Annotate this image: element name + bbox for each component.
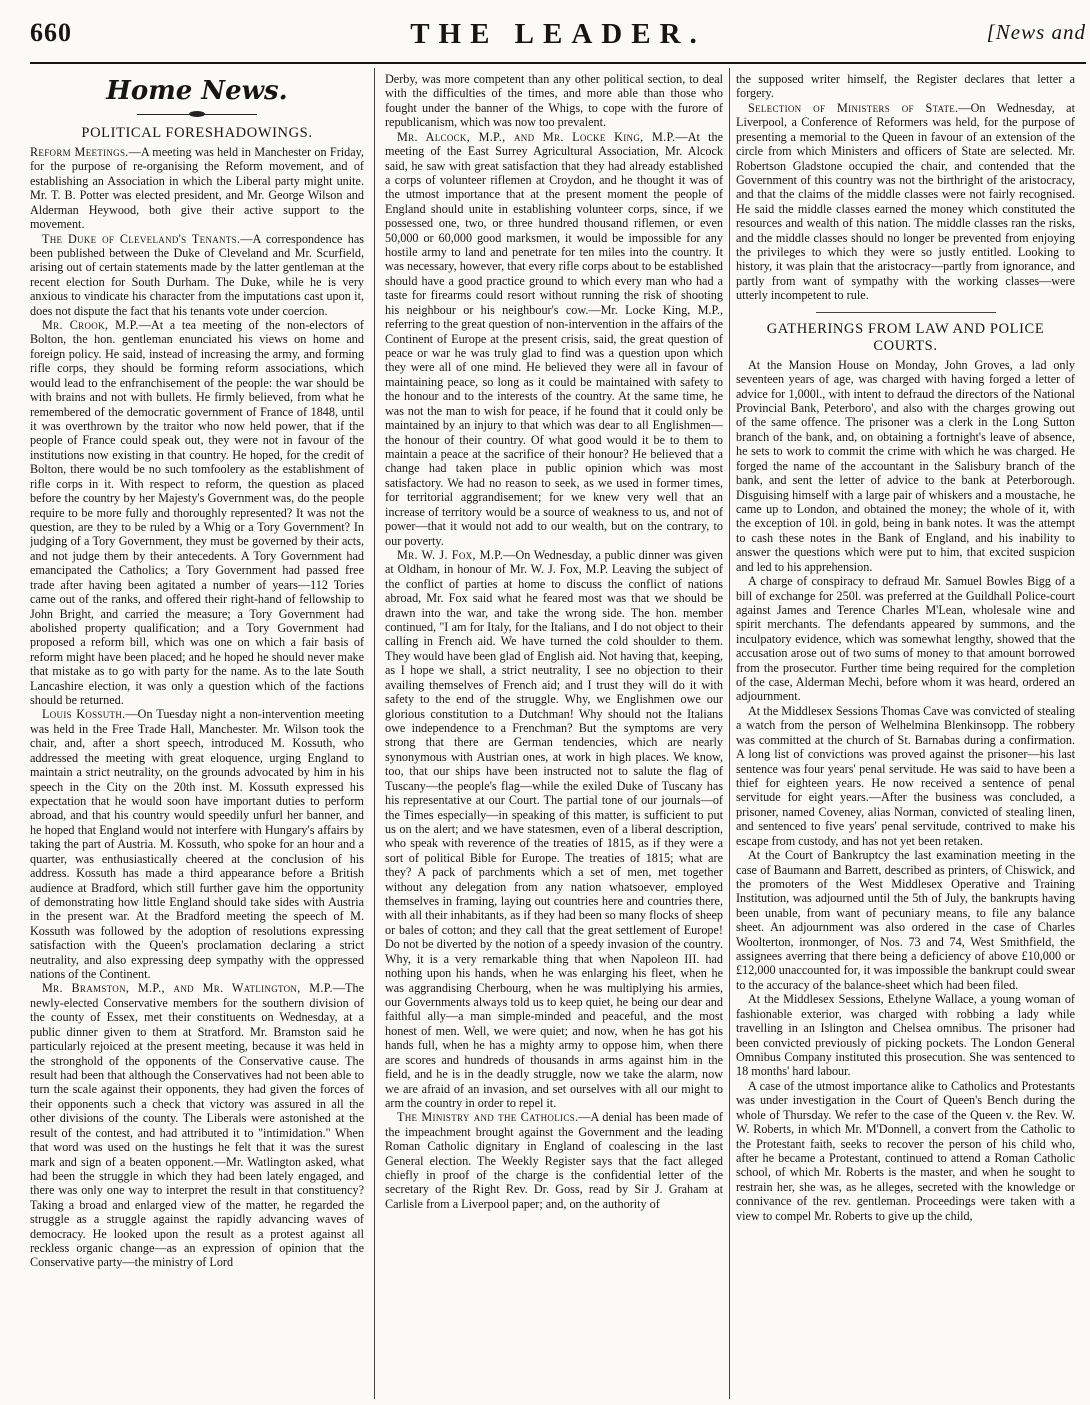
article-paragraph: At the Mansion House on Monday, John Groves, a lad only seventeen years of age, was charged with having forged a letter of advice for 1,000l., with intent to defraud the directors of the National Provincial Bank, Peterboro', and also with the charges growing out of the same offence. The prisoner was a clerk in the Long Sutton branch of the bank, and, on obtaining a fortnight's leave of absence, he sets to work to commit the crime with which he was charged. He forged the name of the accountant in the Salisbury branch of the bank, and sent the letter of advice to the bank at Peterborough. Disguising himself with a large pair of whiskers and a moustache, he came up to London, and obtained the money; the whole of it, with the exception of 10l. in gold, being in bank notes. It was the attempt to cash these notes in the Bank of England, and his inability to answer the questions which were put to him, that excited suspicion and led to his apprehension.: [736, 357, 1075, 574]
newspaper-title: THE LEADER.: [410, 18, 706, 50]
column-divider: [374, 68, 375, 1399]
article-paragraph: Derby, was more competent than any other political section, to deal with the difficulties of the times, and more able than those who fought under the banner of the Whigs, to cope with the furore of republicanism, which was now too prevalent.: [385, 72, 723, 130]
section-divider: [816, 312, 996, 313]
paragraph-lead: Mr. Crook, M.P.: [42, 318, 139, 333]
paragraph-text: —The newly-elected Conservative members for the southern division of the county of Essex, met their constituents on Wednesday, at a public dinner given to them at Stratford. Mr. Bramston said he particularly rejoiced at the present meeting, because it was held in the stronghold of the opponents of the Conservative cause. The result had been that although the Conservatives had not been able to turn the scale against their opponents, they had given the forces of their opponents such a check that victory was assured in all the other divisions of the county. The Liberals were astonished at the result of the contest, and had attributed it to "intimidation." When that word was used on the hustings he felt that it was the surest mark and sign of a beaten opponent.—Mr. Watlington asked, what had been the struggle in which they had been lately engaged, and there was only one way to interpret the result in that constituency? Taking a broad and enlarged view of the matter, he regarded the struggle as a struggle against the rapidly advancing waves of democracy. He looked upon the result as a protest against all reckless organic change—as an expression of opinion that the Conservative party—the ministry of Lord: [30, 981, 364, 1270]
column-2: [385, 72, 723, 1401]
article-paragraph: [736, 101, 1075, 303]
article-paragraph: A charge of conspiracy to defraud Mr. Samuel Bowles Bigg of a bill of exchange for 250l. was preferred at the Guildhall Police-court against James and Terence Charles M'Lean, wholesale wine and spirit merchants. The defendants appeared by summons, and the inculpatory evidence, which was somewhat lengthy, showed that the accusation arose out of two sums of money to that amount borrowed from the prosecutor. Further time being required for the completion of the case, Alderman Mechi, before whom it was heard, ordered an adjournment.: [736, 574, 1075, 704]
paragraph-text: —A correspondence has been published between the Duke of Cleveland and Mr. Scurfield, arising out of certain statements made by the latter gentleman at the recent election for South Durham. The Duke, while he is very anxious to vindicate his character from the imputations cast upon it, does not dispute the fact that his tenants vote under coercion.: [30, 231, 364, 318]
paragraph-lead: Reform Meetings.: [30, 145, 129, 159]
masthead: [30, 18, 1086, 62]
article-paragraph: [30, 707, 364, 981]
paragraph-lead: Mr. Alcock, M.P., and Mr. Locke King, M.P.: [397, 129, 676, 144]
masthead-rule: [30, 62, 1086, 64]
article-paragraph: [30, 145, 364, 232]
article-paragraph: the supposed writer himself, the Register declares that letter a forgery.: [736, 72, 1075, 101]
paragraph-text: —On Wednesday, a public dinner was given at Oldham, in honour of Mr. W. J. Fox, M.P. Leaving the subject of the conflict of parties at home to discuss the conflict of nations abroad, Mr. Fox said what he feared most was that we should be drawn into the war, and take the wrong side. The hon. member continued, "I am for Italy, for the Italians, and I do not object to their calling in French aid. We have turned the cold shoulder to them. They would have been glad of English aid. Not having that, keeping, as I hope we shall, a strict neutrality, I see no objection to their availing themselves of French aid; and I trust they will do it with safety to the end of the struggle. Why, we Englishmen owe our glorious constitution to a Dutchman! Why should not the Italians owe independence to a Frenchman? But the symptoms are very strong that there are German tendencies, which are nearly synonymous with Austrian ones, at work in high places. We know, too, that our ships have been instructed not to salute the flag of Tuscany—the people's flag—while the exiled Duke of Tuscany has his representative at our Court. The partial tone of our journals—of the Times especially—in speaking of this matter, is sufficient to put us on the alert; and we have statesmen, even of a liberal description, who speak with reverence of the treaties of 1815, as if they were a sort of political Bible for Europe. The treaties of 1815; what are they? A pack of parchments which a set of men, met together without any delegation from any nation whatsoever, employed themselves in framing, laying out countries here and countries there, with all their inhabitants, as if they had been so many flocks of sheep or bales of cotton; and they call that the great settlement of Europe! Do not be diverted by the notion of a speedy invasion of the country. Why, it is a very remarkable thing that when Napoleon III. had nothing upon his hands, when he was enlarging his fleet, when he was aggrandising Cherbourg, when he was multiplying his armies, our Governments always told us to keep quiet, he being our dear and faithful ally—a man simple-minded and peaceful, and the most honest of men. Well, we were quiet; and now, when he has got his hands full, when he has a mighty army to oppose him, when there are scores and hundreds of thousands in arms against him in the field, and he is in the deadly struggle, now we take the alarm, now we are afraid of an invasion, and set ourselves with all our might to arm the country in order to repel it.: [385, 547, 723, 1110]
column-1: [30, 72, 364, 1401]
article-paragraph: A case of the utmost importance alike to Catholics and Protestants was under investigation in the Court of Queen's Bench during the whole of Thursday. We refer to the case of the Queen v. the Rev. W. W. Roberts, in which Mr. M'Donnell, a convert from the Catholic to the Protestant faith, seeks to recover the person of his child who, after he became a Protestant, continued to attend a Roman Catholic school, of which Mr. Roberts is the master, and when he sought to restrain her, she was, as he alleges, secreted with the knowledge or connivance of the rev. gentleman. Proceedings were taken with a view to compel Mr. Roberts to give up the child,: [736, 1078, 1075, 1223]
ornamental-rule: [137, 114, 257, 119]
paragraph-lead: Selection of Ministers of State.: [748, 100, 959, 115]
article-paragraph: [30, 981, 364, 1269]
paragraph-lead: Mr. W. J. Fox, M.P.: [397, 547, 504, 562]
section-running-head: [News and: [986, 20, 1086, 44]
paragraph-lead: The Ministry and the Catholics.: [397, 1110, 579, 1125]
article-paragraph: [385, 1110, 723, 1211]
headline: POLITICAL FORESHADOWINGS.: [81, 125, 313, 141]
paragraph-lead: Mr. Bramston, M.P., and Mr. Watlington, M.P.: [42, 981, 333, 996]
section-heading: Home News.: [106, 76, 288, 106]
article-paragraph: [385, 130, 723, 548]
column-divider: [729, 68, 730, 1399]
paragraph-lead: The Duke of Cleveland's Tenants.: [42, 231, 241, 246]
article-paragraph: At the Middlesex Sessions Thomas Cave was convicted of stealing a watch from the person of Welhelmina Blenkinsopp. The robbery was committed at the church of St. Barnabas during a confirmation. A long list of convictions was proved against the prisoner—his last sentence was four years' penal servitude. He was said to have been a thief for eighteen years. He now received a sentence of penal servitude for eight years.—After the business was concluded, a prisoner, named Coveney, alias Norman, convicted of stealing linen, and sentenced to five years' penal servitude, contrived to make his escape from custody, and has not yet been retaken.: [736, 703, 1075, 848]
column-3: [736, 72, 1075, 1401]
paragraph-text: —At a tea meeting of the non-electors of Bolton, the hon. gentleman enunciated his views on home and foreign policy. He said, instead of increasing the army, and forming rifle corps, they should be forming reform associations, which would lead to the enfranchisement of the people: the war should be with brains and not with bullets. He firmly believed, from what he remembered of the democratic government of France of 1848, until it was overthrown by the traitor who now held power, that if the people of France could speak out, they were not in favour of the institutions now existing in that country. He hoped, for the credit of Bolton, there would be no such tomfoolery as the establishment of rifle corps in it. With respect to reform, the question as placed before the country by her Majesty's Government was, do the people require to be more fully and thoroughly represented? It was not the question, are they to be ruled by a Whig or a Tory Government? In judging of a Tory Government, they must be governed by their acts, and not judge them by their antecedents. A Tory Government had emancipated the Catholics; a Tory Government had passed free trade after having been agitated a number of years—112 Tories came out of the ranks, and offered their right-hand of fellowship to John Bright, and carried the measure; a Tory Government had abolished property qualification; and a Tory Government had proposed a reform bill, which was one on which a fair basis of reform might have been placed; and he hoped he should never make that mistake as to go with party for the name. As to the late South Lancashire election, it was only a question which of the factions should be returned.: [30, 318, 364, 708]
article-paragraph: [30, 318, 364, 707]
article-paragraph: At the Court of Bankruptcy the last examination meeting in the case of Baumann and Barrett, described as printers, of Chiswick, and the promoters of the West Middlesex Operative and Training Institution, was adjourned until the 5th of July, the bankrupts having been unable, from want of pecuniary means, to file any balance sheet. An adjournment was also ordered in the case of Charles Woolterton, ironmonger, of Nos. 73 and 74, West Smithfield, the assignees averring that there being a deficiency of above £10,000 or £12,000 unaccounted for, it was impossible the bankrupt could swear to the accuracy of the balance-sheet which had been filed.: [736, 848, 1075, 992]
article-paragraph: [385, 548, 723, 1110]
paragraph-lead: Louis Kossuth.: [42, 707, 126, 722]
paragraph-text: —A meeting was held in Manchester on Friday, for the purpose of re-organising the Reform movement, and of establishing an Association in which the Liberal party might unite. Mr. T. B. Potter was elected president, and Mr. George Wilson and Alderman Heywood, both give their active support to the movement.: [30, 145, 364, 232]
paragraph-text: —On Tuesday night a non-intervention meeting was held in the Free Trade Hall, Manchester. Mr. Wilson took the chair, and, after a short speech, introduced M. Kossuth, who addressed the meeting with great eloquence, urging England to maintain a strict neutrality, on the grounds advocated by him in his speech in the City on the 20th inst. M. Kossuth expressed his expectation that he would soon have important duties to perform abroad, and that his country would speedily unfurl her banner, and he hoped that England would not interfere with Hungary's affairs by taking the part of Austria. M. Kossuth, who spoke for an hour and a quarter, was enthusiastically cheered at the conclusion of his address. Kossuth has made a third appearance before a British audience at Bradford, which still further gave him the opportunity of demonstrating how little England should take sides with Austria in the present war. At the Bradford meeting the speech of M. Kossuth was followed by the adoption of resolutions expressing satisfaction with the Queen's proclamation declaring a strict neutrality, and also expressing deep sympathy with the oppressed nations of the Continent.: [30, 707, 364, 982]
paragraph-text: —At the meeting of the East Surrey Agricultural Association, Mr. Alcock said, he saw with great satisfaction that they had already established a corps of volunteer riflemen at Croydon, and he thought it was of the utmost importance that at the present moment the people of England should unite in establishing volunteer corps, since, if we possessed one, two, or three hundred thousand riflemen, or even 50,000 or 60,000 good marksmen, it would be impossible for any hostile army to land and penetrate for ten miles into the country. It was necessary, however, that every rifle corps about to be established should have a good practice ground to which every man who had a taste for firearms could resort without running the risk of shooting his neighbour or his neighbour's cow.—Mr. Locke King, M.P., referring to the great question of non-intervention in the affairs of the Continent of Europe at the present crisis, said, the great question of peace or war he was truly glad to find was a question upon which they were all of one mind. He believed they were all in favour of maintaining peace, so long as it could be maintained with safety to the honour and to the interests of the country. At the same time, he was not the man to wish for peace, if he found that it could only be maintained by an injury to that which was dear to all Englishmen—the honour of their country. Of what good would it be to them to maintain a peace at the sacrifice of their honour? He believed that a change had taken place in public opinion which was most satisfactory. We had no reason to seek, as we used in former times, for territorial aggrandisement; for we knew very well that an increase of territory would be a source of weakness to us, and not of power—that it would not add to our wealth, but on the contrary, to our poverty.: [385, 129, 723, 548]
article-paragraph: At the Middlesex Sessions, Ethelyne Wallace, a young woman of fashionable exterior, was charged with robbing a lady while travelling in an Islington and Chelsea omnibus. The prisoner had been convicted previously of picking pockets. The London General Omnibus Company instituted this prosecution. She was sentenced to 18 months' hard labour.: [736, 992, 1075, 1079]
page-number: 660: [30, 18, 72, 47]
paragraph-text: —On Wednesday, at Liverpool, a Conference of Reformers was held, for the purpose of presenting a memorial to the Queen in favour of an extension of the circle from which Ministers and officers of State are selected. Mr. Robertson Gladstone occupied the chair, and contended that the Government of this country was not the birthright of the aristocracy, and that the claims of the middle classes were not fairly recognised. He said the middle classes earned the money which constituted the resources and wealth of this nation. The middle classes ran the risks, and the middle classes should no longer be prevented from enjoying the privileges to which they were so justly entitled. Looking to history, it was plain that the aristocracy—partly from ignorance, and partly from want of sympathy with the working classes—were utterly incompetent to rule.: [736, 100, 1075, 303]
headline: GATHERINGS FROM LAW AND POLICE COURTS.: [766, 320, 1045, 354]
paragraph-text: —A denial has been made of the impeachment brought against the Government and the leading Roman Catholic dignitary in England of coalescing in the last General election. The Weekly Register says that the fact alleged chiefly in proof of the charge is the confidential letter of the secretary of the Right Rev. Dr. Goss, read by Sir J. Graham at Carlisle from a Liverpool paper; and, on the authority of: [385, 1110, 723, 1211]
article-paragraph: [30, 232, 364, 319]
